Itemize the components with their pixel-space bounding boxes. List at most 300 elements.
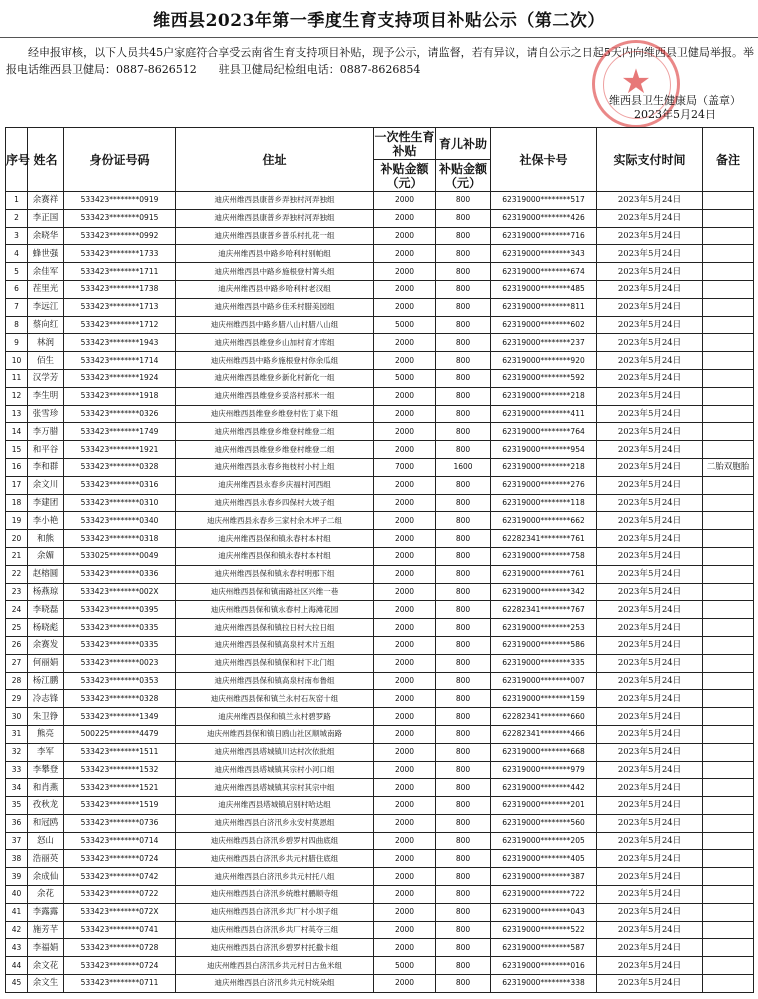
table-row: [6, 387, 754, 405]
row-once-amount: 2000: [374, 334, 436, 352]
seal-text: [601, 47, 671, 55]
row-no: 25: [6, 619, 28, 637]
row-once-amount: 2000: [374, 636, 436, 654]
row-once-amount: 2000: [374, 583, 436, 601]
row-no: 29: [6, 690, 28, 708]
row-once-amount: 2000: [374, 547, 436, 565]
row-date: 2023年5月24日: [597, 654, 703, 672]
row-no: 45: [6, 975, 28, 993]
row-no: 35: [6, 797, 28, 815]
row-card: 62319000********253: [491, 619, 597, 637]
row-remark: [703, 601, 754, 619]
row-card: 62282341********466: [491, 725, 597, 743]
row-address: 迪庆州维西县维登乡维登村维登二组: [176, 423, 374, 441]
row-id: 533423********1519: [64, 797, 176, 815]
table-row: [6, 476, 754, 494]
row-card: 62319000********237: [491, 334, 597, 352]
row-remark: [703, 369, 754, 387]
row-child-amount: 800: [436, 886, 491, 904]
row-once-amount: 2000: [374, 245, 436, 263]
row-card: 62319000********662: [491, 512, 597, 530]
row-name: 蔡向红: [28, 316, 64, 334]
row-date: 2023年5月24日: [597, 850, 703, 868]
row-child-amount: 800: [436, 280, 491, 298]
row-date: 2023年5月24日: [597, 369, 703, 387]
row-id: 533423********0335: [64, 636, 176, 654]
row-date: 2023年5月24日: [597, 814, 703, 832]
intro-paragraph: 经申报审核，以下人员共45户家庭符合享受云南省生育支持项目补贴，现予公示，请监督，若有异议，请自公示之日起5天内向维西县卫健局举报。举报电话维西县卫健局：0887-8626512 驻县卫健局纪检组电话：0887-8626854: [6, 46, 754, 76]
row-remark: [703, 690, 754, 708]
row-name: 杨燕琼: [28, 583, 64, 601]
row-remark: [703, 850, 754, 868]
row-no: 1: [6, 192, 28, 210]
row-no: 5: [6, 263, 28, 281]
header-child-group: 育儿补助: [436, 128, 491, 160]
table-row: [6, 903, 754, 921]
row-no: 8: [6, 316, 28, 334]
row-address: 迪庆州维西县永春乡三家村余木坪子二组: [176, 512, 374, 530]
row-address: 迪庆州维西县保和镇南路社区兴维一巷: [176, 583, 374, 601]
row-no: 18: [6, 494, 28, 512]
table-row: [6, 886, 754, 904]
row-child-amount: 800: [436, 672, 491, 690]
row-address: 迪庆州维西县保和镇高泉村南布鲁组: [176, 672, 374, 690]
row-once-amount: 2000: [374, 512, 436, 530]
row-card: 62319000********674: [491, 263, 597, 281]
row-card: 62319000********338: [491, 975, 597, 993]
row-card: 62319000********159: [491, 690, 597, 708]
row-child-amount: 1600: [436, 458, 491, 476]
row-address: 迪庆州维西县维登乡山加村育才库组: [176, 334, 374, 352]
row-id: 533423********0711: [64, 975, 176, 993]
row-once-amount: 2000: [374, 423, 436, 441]
row-date: 2023年5月24日: [597, 975, 703, 993]
row-child-amount: 800: [436, 779, 491, 797]
row-id: 533423********1924: [64, 369, 176, 387]
row-address: 迪庆州维西县保和镇永春村本村组: [176, 530, 374, 548]
row-address: 迪庆州维西县白济汛乡共元村托八组: [176, 868, 374, 886]
row-no: 7: [6, 298, 28, 316]
table-row: [6, 850, 754, 868]
row-address: 迪庆州维西县保和镇高泉村术片五组: [176, 636, 374, 654]
row-once-amount: 2000: [374, 708, 436, 726]
row-name: 佰生: [28, 352, 64, 370]
row-address: 迪庆州维西县塔城镇川达村次依批组: [176, 743, 374, 761]
row-no: 22: [6, 565, 28, 583]
row-card: 62319000********043: [491, 903, 597, 921]
row-child-amount: 800: [436, 334, 491, 352]
row-date: 2023年5月24日: [597, 494, 703, 512]
row-remark: [703, 636, 754, 654]
row-card: 62319000********201: [491, 797, 597, 815]
row-id: 533423********0328: [64, 690, 176, 708]
row-date: 2023年5月24日: [597, 405, 703, 423]
row-address: 迪庆州维西县康普乡弄独村河弄独组: [176, 192, 374, 210]
row-child-amount: 800: [436, 903, 491, 921]
row-date: 2023年5月24日: [597, 423, 703, 441]
row-remark: [703, 708, 754, 726]
row-child-amount: 800: [436, 814, 491, 832]
row-no: 13: [6, 405, 28, 423]
row-date: 2023年5月24日: [597, 939, 703, 957]
row-date: 2023年5月24日: [597, 227, 703, 245]
table-row: [6, 423, 754, 441]
row-date: 2023年5月24日: [597, 476, 703, 494]
row-once-amount: 7000: [374, 458, 436, 476]
row-remark: [703, 761, 754, 779]
row-name: 余赛祥: [28, 192, 64, 210]
row-card: 62319000********811: [491, 298, 597, 316]
table-row: [6, 690, 754, 708]
table-row: [6, 334, 754, 352]
row-name: 冷志锋: [28, 690, 64, 708]
row-once-amount: 2000: [374, 387, 436, 405]
table-row: [6, 832, 754, 850]
row-date: 2023年5月24日: [597, 921, 703, 939]
row-card: 62319000********411: [491, 405, 597, 423]
row-remark: [703, 298, 754, 316]
row-address: 迪庆州维西县维登乡维登村佐丁桌下组: [176, 405, 374, 423]
row-remark: [703, 619, 754, 637]
row-date: 2023年5月24日: [597, 636, 703, 654]
row-no: 4: [6, 245, 28, 263]
row-address: 迪庆州维西县维登乡新化村新化一组: [176, 369, 374, 387]
row-card: 62319000********442: [491, 779, 597, 797]
row-id: 533423********1918: [64, 387, 176, 405]
row-once-amount: 2000: [374, 298, 436, 316]
row-address: 迪庆州维西县保和镇永春村本村组: [176, 547, 374, 565]
row-child-amount: 800: [436, 209, 491, 227]
row-once-amount: 2000: [374, 814, 436, 832]
row-address: 迪庆州维西县白济汛乡共厂村英夺三组: [176, 921, 374, 939]
row-date: 2023年5月24日: [597, 316, 703, 334]
row-id: 533423********1749: [64, 423, 176, 441]
row-card: 62319000********517: [491, 192, 597, 210]
row-date: 2023年5月24日: [597, 957, 703, 975]
row-name: 施芳芊: [28, 921, 64, 939]
row-id: 500225********4479: [64, 725, 176, 743]
table-row: [6, 619, 754, 637]
row-date: 2023年5月24日: [597, 797, 703, 815]
row-no: 40: [6, 886, 28, 904]
signature-org: 维西县卫生健康局（盖章）: [609, 94, 741, 107]
table-row: [6, 921, 754, 939]
row-date: 2023年5月24日: [597, 672, 703, 690]
row-once-amount: 2000: [374, 939, 436, 957]
row-no: 20: [6, 530, 28, 548]
row-child-amount: 800: [436, 423, 491, 441]
row-name: 李军: [28, 743, 64, 761]
row-child-amount: 800: [436, 743, 491, 761]
row-address: 迪庆州维西县白济汛乡共厂村小坝子组: [176, 903, 374, 921]
row-no: 42: [6, 921, 28, 939]
row-child-amount: 800: [436, 476, 491, 494]
table-row: [6, 797, 754, 815]
row-remark: [703, 547, 754, 565]
table-row: [6, 547, 754, 565]
row-remark: [703, 779, 754, 797]
row-date: 2023年5月24日: [597, 512, 703, 530]
row-name: 余文川: [28, 476, 64, 494]
row-card: 62319000********979: [491, 761, 597, 779]
row-once-amount: 5000: [374, 957, 436, 975]
row-date: 2023年5月24日: [597, 352, 703, 370]
row-no: 41: [6, 903, 28, 921]
table-row: [6, 975, 754, 993]
row-card: 62319000********342: [491, 583, 597, 601]
row-child-amount: 800: [436, 832, 491, 850]
row-child-amount: 800: [436, 352, 491, 370]
row-card: 62319000********764: [491, 423, 597, 441]
row-no: 32: [6, 743, 28, 761]
row-child-amount: 800: [436, 547, 491, 565]
row-name: 杨江鹏: [28, 672, 64, 690]
row-once-amount: 2000: [374, 441, 436, 459]
row-date: 2023年5月24日: [597, 690, 703, 708]
table-row: [6, 245, 754, 263]
row-address: 迪庆州维西县永春乡拖枝村小村上组: [176, 458, 374, 476]
header-child-amount: 补贴金额（元）: [436, 160, 491, 192]
header-card: 社保卡号: [491, 128, 597, 192]
row-card: 62319000********343: [491, 245, 597, 263]
table-row: [6, 263, 754, 281]
row-card: 62319000********485: [491, 280, 597, 298]
row-child-amount: 800: [436, 298, 491, 316]
row-id: 533423********1921: [64, 441, 176, 459]
row-child-amount: 800: [436, 868, 491, 886]
row-remark: [703, 903, 754, 921]
row-remark: [703, 530, 754, 548]
table-row: [6, 868, 754, 886]
row-id: 533423********072X: [64, 903, 176, 921]
row-date: 2023年5月24日: [597, 708, 703, 726]
row-address: 迪庆州维西县中路乡施根登村箐头组: [176, 263, 374, 281]
row-no: 26: [6, 636, 28, 654]
row-id: 533423********0318: [64, 530, 176, 548]
row-card: 62319000********668: [491, 743, 597, 761]
row-name: 熊亮: [28, 725, 64, 743]
row-remark: [703, 316, 754, 334]
row-id: 533423********1713: [64, 298, 176, 316]
row-once-amount: 2000: [374, 280, 436, 298]
table-row: [6, 316, 754, 334]
row-no: 3: [6, 227, 28, 245]
row-once-amount: 2000: [374, 192, 436, 210]
row-name: 李和群: [28, 458, 64, 476]
row-no: 15: [6, 441, 28, 459]
row-date: 2023年5月24日: [597, 779, 703, 797]
row-card: 62319000********716: [491, 227, 597, 245]
row-once-amount: 2000: [374, 886, 436, 904]
row-address: 迪庆州维西县白济汛乡共元村腊住底组: [176, 850, 374, 868]
row-child-amount: 800: [436, 494, 491, 512]
row-no: 6: [6, 280, 28, 298]
row-remark: [703, 441, 754, 459]
row-card: 62319000********592: [491, 369, 597, 387]
row-child-amount: 800: [436, 369, 491, 387]
row-no: 31: [6, 725, 28, 743]
row-card: 62319000********758: [491, 547, 597, 565]
row-name: 余成仙: [28, 868, 64, 886]
row-id: 533423********0742: [64, 868, 176, 886]
row-no: 44: [6, 957, 28, 975]
row-child-amount: 800: [436, 512, 491, 530]
row-date: 2023年5月24日: [597, 903, 703, 921]
row-no: 27: [6, 654, 28, 672]
row-child-amount: 800: [436, 263, 491, 281]
row-card: 62319000********522: [491, 921, 597, 939]
row-id: 533423********0736: [64, 814, 176, 832]
table-row: [6, 565, 754, 583]
row-card: 62319000********218: [491, 387, 597, 405]
row-date: 2023年5月24日: [597, 886, 703, 904]
row-date: 2023年5月24日: [597, 209, 703, 227]
seal-star-icon: ★: [620, 62, 652, 102]
row-once-amount: 2000: [374, 476, 436, 494]
row-card: 62319000********218: [491, 458, 597, 476]
row-no: 30: [6, 708, 28, 726]
row-child-amount: 800: [436, 921, 491, 939]
row-address: 迪庆州维西县保和镇保和村下北门组: [176, 654, 374, 672]
header-name: 姓名: [28, 128, 64, 192]
row-no: 17: [6, 476, 28, 494]
row-address: 迪庆州维西县白济汛乡共元村统朵组: [176, 975, 374, 993]
row-remark: [703, 334, 754, 352]
row-once-amount: 2000: [374, 903, 436, 921]
row-remark: [703, 405, 754, 423]
table-row: [6, 636, 754, 654]
header-address: 住址: [176, 128, 374, 192]
row-no: 11: [6, 369, 28, 387]
table-row: [6, 209, 754, 227]
row-id: 533423********0724: [64, 957, 176, 975]
row-child-amount: 800: [436, 761, 491, 779]
row-card: 62319000********761: [491, 565, 597, 583]
row-card: 62319000********016: [491, 957, 597, 975]
row-id: 533423********002X: [64, 583, 176, 601]
row-once-amount: 2000: [374, 921, 436, 939]
row-child-amount: 800: [436, 441, 491, 459]
row-remark: [703, 583, 754, 601]
row-card: 62319000********205: [491, 832, 597, 850]
row-remark: [703, 868, 754, 886]
row-no: 37: [6, 832, 28, 850]
row-name: 余赛发: [28, 636, 64, 654]
row-id: 533423********0722: [64, 886, 176, 904]
row-name: 和熊: [28, 530, 64, 548]
row-name: 杨晓彪: [28, 619, 64, 637]
row-remark: [703, 476, 754, 494]
row-address: 迪庆州维西县保和镇兰永村碧罗路: [176, 708, 374, 726]
row-name: 李晓磊: [28, 601, 64, 619]
table-row: [6, 352, 754, 370]
row-card: 62319000********405: [491, 850, 597, 868]
row-date: 2023年5月24日: [597, 565, 703, 583]
title-divider: [0, 37, 758, 38]
row-remark: [703, 886, 754, 904]
row-name: 怒山: [28, 832, 64, 850]
row-name: 和肖燕: [28, 779, 64, 797]
row-name: 余文生: [28, 975, 64, 993]
row-id: 533423********0326: [64, 405, 176, 423]
row-name: 汉学芳: [28, 369, 64, 387]
row-name: 李建团: [28, 494, 64, 512]
row-name: 李攀登: [28, 761, 64, 779]
row-once-amount: 2000: [374, 797, 436, 815]
row-card: 62319000********586: [491, 636, 597, 654]
table-body: [6, 192, 754, 993]
row-name: 孜秋龙: [28, 797, 64, 815]
row-id: 533423********1712: [64, 316, 176, 334]
row-once-amount: 5000: [374, 316, 436, 334]
row-once-amount: 2000: [374, 494, 436, 512]
row-name: 余佳军: [28, 263, 64, 281]
row-address: 迪庆州维西县塔城镇启别村哈达组: [176, 797, 374, 815]
row-child-amount: 800: [436, 939, 491, 957]
row-id: 533423********0741: [64, 921, 176, 939]
row-once-amount: 2000: [374, 619, 436, 637]
row-remark: [703, 565, 754, 583]
row-card: 62282341********761: [491, 530, 597, 548]
header-id: 身份证号码: [64, 128, 176, 192]
row-date: 2023年5月24日: [597, 334, 703, 352]
row-once-amount: 2000: [374, 975, 436, 993]
row-id: 533423********1532: [64, 761, 176, 779]
table-row: [6, 405, 754, 423]
signature-date: 2023年5月24日: [634, 108, 716, 121]
row-name: 浩丽英: [28, 850, 64, 868]
row-remark: [703, 352, 754, 370]
row-name: 蜂世强: [28, 245, 64, 263]
row-child-amount: 800: [436, 387, 491, 405]
row-remark: [703, 227, 754, 245]
row-date: 2023年5月24日: [597, 583, 703, 601]
row-child-amount: 800: [436, 708, 491, 726]
row-address: 迪庆州维西县永春乡四保村大坡子组: [176, 494, 374, 512]
row-remark: [703, 797, 754, 815]
row-name: 茬里光: [28, 280, 64, 298]
row-address: 迪庆州维西县中路乡哈利村老汉组: [176, 280, 374, 298]
row-remark: [703, 209, 754, 227]
table-row: [6, 530, 754, 548]
row-id: 533423********1738: [64, 280, 176, 298]
row-no: 39: [6, 868, 28, 886]
row-remark: [703, 654, 754, 672]
row-id: 533423********0724: [64, 850, 176, 868]
row-address: 迪庆州维西县白济汛乡共元村日古鱼米组: [176, 957, 374, 975]
row-once-amount: 2000: [374, 850, 436, 868]
row-no: 9: [6, 334, 28, 352]
row-date: 2023年5月24日: [597, 530, 703, 548]
row-card: 62319000********954: [491, 441, 597, 459]
table-row: [6, 672, 754, 690]
row-no: 24: [6, 601, 28, 619]
row-id: 533423********0340: [64, 512, 176, 530]
row-name: 和冠鸥: [28, 814, 64, 832]
table-row: [6, 280, 754, 298]
row-address: 迪庆州维西县保和镇日鸥山社区顺城南路: [176, 725, 374, 743]
table-row: [6, 494, 754, 512]
row-no: 36: [6, 814, 28, 832]
row-remark: [703, 263, 754, 281]
row-remark: [703, 672, 754, 690]
row-address: 迪庆州维西县中路乡腊八山村腊八山组: [176, 316, 374, 334]
row-child-amount: 800: [436, 316, 491, 334]
row-once-amount: 2000: [374, 227, 436, 245]
row-address: 迪庆州维西县康普乡普乐村扎花一组: [176, 227, 374, 245]
row-once-amount: 2000: [374, 672, 436, 690]
row-child-amount: 800: [436, 690, 491, 708]
